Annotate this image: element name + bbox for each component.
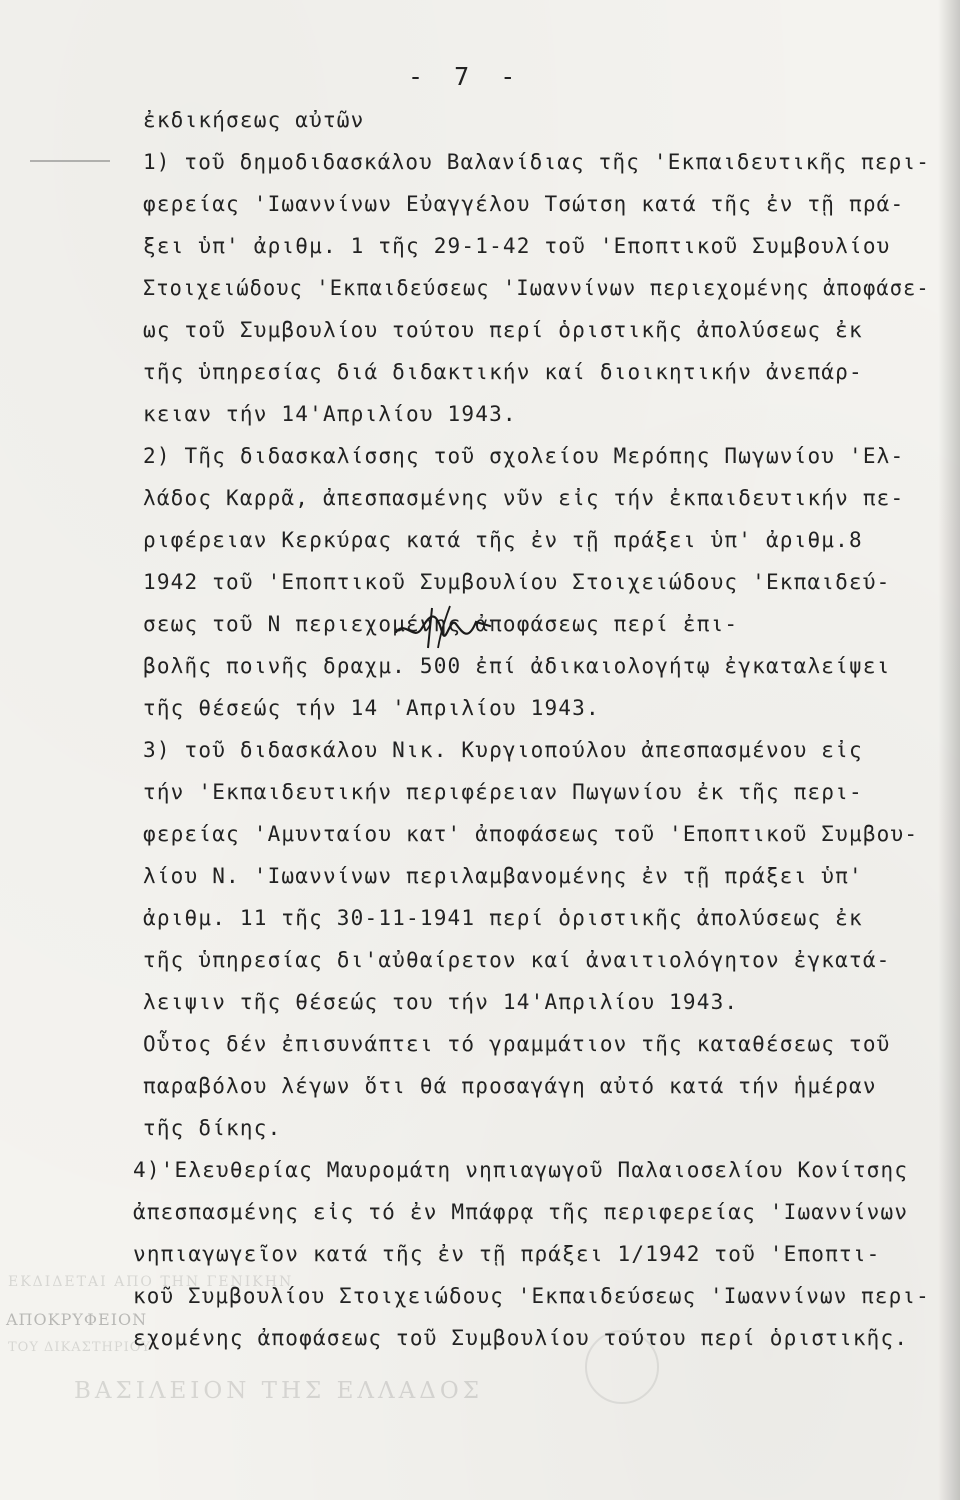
text-line: εχομένης ἀποφάσεως τοῦ Συμβουλίου τούτου περί ὁριστικῆς. xyxy=(133,1326,909,1350)
text-line: τῆς ὑπηρεσίας διά διδακτικήν καί διοικητικήν ἀνεπάρ- xyxy=(143,360,863,384)
text-line: 4)'Ελευθερίας Μαυρομάτη νηπιαγωγοῦ Παλαιοσελίου Κονίτσης xyxy=(133,1158,909,1182)
text-line: τῆς ὑπηρεσίας δι'αὐθαίρετον καί ἀναιτιολόγητον ἐγκατά- xyxy=(143,948,891,972)
text-line: παραβόλου λέγων ὅτι θά προσαγάγη αὐτό κατά τήν ἡμέραν xyxy=(143,1074,877,1098)
text-line: 1942 τοῦ 'Εποπτικοῦ Συμβουλίου Στοιχειώδους 'Εκπαιδεύ- xyxy=(143,570,891,594)
seal-stamp xyxy=(585,1330,659,1404)
text-line: 1) τοῦ δημοδιδασκάλου Βαλανίδιας τῆς 'Εκπαιδευτικῆς περι- xyxy=(143,150,931,174)
page-edge-shadow xyxy=(938,0,960,1500)
text-line: νηπιαγωγεῖον κατά τῆς ἐν τῇ πράξει 1/1942 τοῦ 'Εποπτι- xyxy=(133,1242,881,1266)
handwritten-signature xyxy=(392,602,494,650)
text-line: τῆς δίκης. xyxy=(143,1116,282,1140)
text-line: τήν 'Εκπαιδευτικήν περιφέρειαν Πωγωνίου ἐκ τῆς περι- xyxy=(143,780,863,804)
text-line: βολῆς ποινῆς δραχμ. 500 ἐπί ἀδικαιολογήτῳ ἐγκαταλείψει xyxy=(143,654,891,678)
text-line: ως τοῦ Συμβουλίου τούτου περί ὁριστικῆς ἀπολύσεως ἐκ xyxy=(143,318,863,342)
text-line: λάδος Καρρᾶ, ἀπεσπασμένης νῦν εἰς τήν ἐκπαιδευτικήν πε- xyxy=(143,486,905,510)
text-line: φερείας 'Ιωαννίνων Εὐαγγέλου Τσώτση κατά τῆς ἐν τῇ πρά- xyxy=(143,192,905,216)
text-line: 3) τοῦ διδασκάλου Νικ. Κυργιοπούλου ἀπεσπασμένου εἰς xyxy=(143,738,863,762)
text-line: Στοιχειώδους 'Εκπαιδεύσεως 'Ιωαννίνων περιεχομένης ἀποφάσε- xyxy=(143,276,930,300)
text-line: 2) Τῆς διδασκαλίσσης τοῦ σχολείου Μερόπης Πωγωνίου 'Ελ- xyxy=(143,444,905,468)
text-line: λίου Ν. 'Ιωαννίνων περιλαμβανομένης ἐν τῇ πράξει ὑπ' xyxy=(143,864,863,888)
text-line: κοῦ Συμβουλίου Στοιχειώδους 'Εκπαιδεύσεως 'Ιωαννίνων περι- xyxy=(133,1284,930,1308)
text-line: φερείας 'Αμυνταίου κατ' ἀποφάσεως τοῦ 'Εποπτικοῦ Συμβου- xyxy=(143,822,919,846)
stamp-line: ΤΟΥ ΔΙΚΑΣΤΗΡΙΟΥ xyxy=(8,1340,151,1355)
text-line: κειαν τήν 14'Απριλίου 1943. xyxy=(143,402,517,426)
text-line: ἀπεσπασμένης εἰς τό ἐν Μπάφρᾳ τῆς περιφερείας 'Ιωαννίνων xyxy=(133,1200,909,1224)
text-line: ριφέρειαν Κερκύρας κατά τῆς ἐν τῇ πράξει ὑπ' ἀριθμ.8 xyxy=(143,528,863,552)
text-line: Οὗτος δέν ἐπισυνάπτει τό γραμμάτιον τῆς καταθέσεως τοῦ xyxy=(143,1032,891,1056)
text-line: λειψιν τῆς θέσεώς του τήν 14'Απριλίου 1943. xyxy=(143,990,739,1014)
text-line: ἐκδικήσεως αὐτῶν xyxy=(143,108,365,132)
stamp-line: ΒΑΣΙΛΕΙΟΝ ΤΗΣ ΕΛΛΑΔΟΣ xyxy=(74,1378,483,1404)
text-line: σεως τοῦ Ν περιεχομένης ἀποφάσεως περί ἐπι- xyxy=(143,612,739,636)
margin-mark xyxy=(30,160,110,162)
stamp-line: ΑΠΟΚΡΥΦΕΙΟΝ xyxy=(6,1310,148,1329)
text-line: τῆς θέσεώς τήν 14 'Απριλίου 1943. xyxy=(143,696,600,720)
page-number: - 7 - xyxy=(408,62,524,91)
stamp-line: ΕΚΔΙΔΕΤΑΙ ΑΠΟ ΤΗΝ ΓΕΝΙΚΗΝ xyxy=(8,1274,294,1290)
text-line: ξει ὑπ' ἀριθμ. 1 τῆς 29-1-42 τοῦ 'Εποπτικοῦ Συμβουλίου xyxy=(143,234,891,258)
text-line: ἀριθμ. 11 τῆς 30-11-1941 περί ὁριστικῆς ἀπολύσεως ἐκ xyxy=(143,906,863,930)
